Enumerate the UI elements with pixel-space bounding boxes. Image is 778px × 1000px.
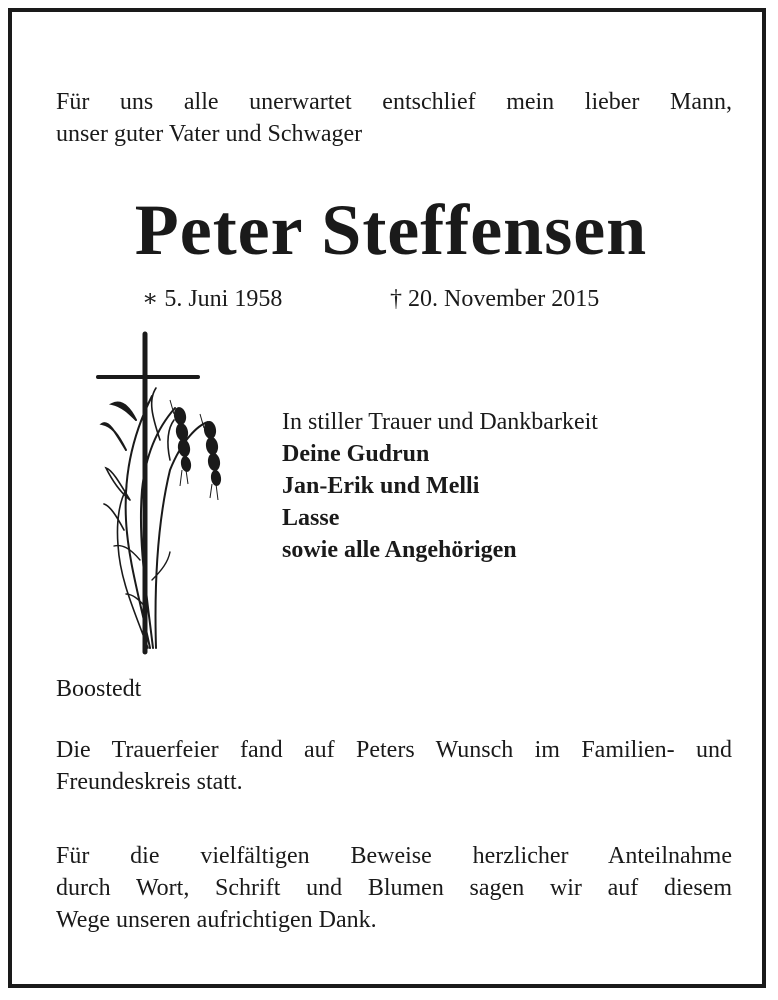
place-name: Boostedt (56, 676, 142, 702)
mourners-block (282, 406, 598, 566)
death-date: † 20. November 2015 (390, 286, 600, 312)
mourner-name: sowie alle Angehörigen (282, 537, 517, 563)
thanks-line-2: durch Wort, Schrift und Blumen sagen wir auf diesem (56, 875, 732, 901)
obituary-notice (8, 8, 766, 988)
funeral-line-1: Die Trauerfeier fand auf Peters Wunsch im Familien- und (56, 737, 732, 763)
thanks-line-1: Für die vielfältigen Beweise herzlicher Anteilnahme (56, 843, 732, 869)
mourners-intro: In stiller Trauer und Dankbarkeit (282, 409, 598, 435)
cross-with-wheat-icon (90, 330, 230, 660)
funeral-note (56, 734, 732, 798)
thanks-line-3: Wege unseren aufrichtigen Dank. (56, 907, 377, 933)
mourner-name: Lasse (282, 505, 340, 531)
thanks-note (56, 840, 732, 936)
intro-line-1: Für uns alle unerwartet entschlief mein lieber Mann, (56, 89, 732, 115)
funeral-line-2: Freundeskreis statt. (56, 769, 243, 795)
birth-date: ∗ 5. Juni 1958 (142, 286, 283, 312)
mourner-name: Deine Gudrun (282, 441, 430, 467)
intro-line-2: unser guter Vater und Schwager (56, 121, 363, 147)
mourner-name: Jan-Erik und Melli (282, 473, 480, 499)
intro-text (56, 86, 732, 150)
deceased-name: Peter Steffensen (134, 190, 648, 270)
